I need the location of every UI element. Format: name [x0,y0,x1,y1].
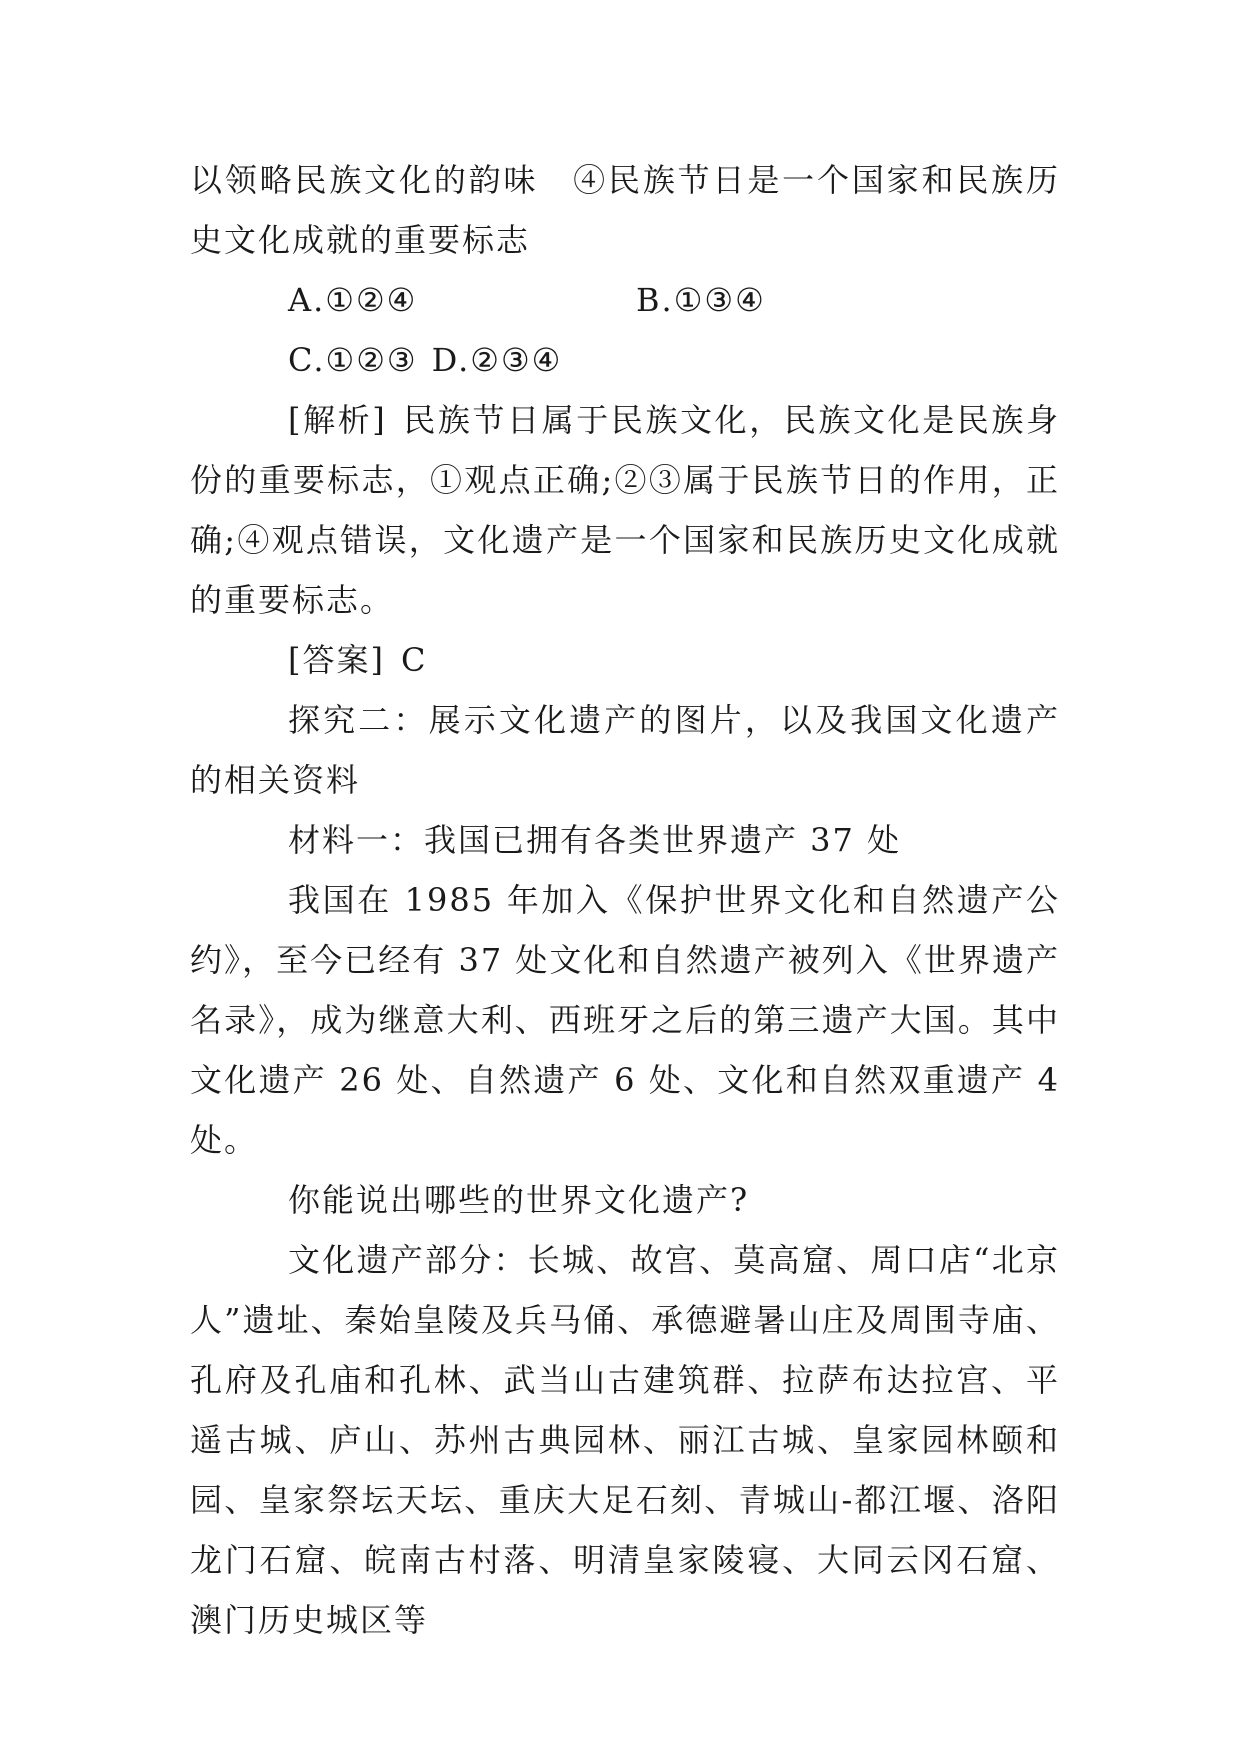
analysis-text: 民族节日属于民族文化，民族文化是民族身份的重要标志，①观点正确;②③属于民族节日的作用，正确;④观点错误，文化遗产是一个国家和民族历史文化成就的重要标志。 [190,401,1060,619]
analysis-paragraph [190,390,1060,630]
options-row-1 [190,270,1060,330]
answer-paragraph [190,630,1060,690]
option-d: D.②③④ [431,341,563,379]
explore2-question: 你能说出哪些的世界文化遗产? [288,1181,750,1219]
analysis-tag: [解析] [288,401,387,439]
question-continuation: 以领略民族文化的韵味 ④民族节日是一个国家和民族历史文化成就的重要标志 [190,161,1060,259]
answer-value: C [400,641,428,679]
option-c: C.①②③ [288,341,418,379]
explore2-heading: 探究二：展示文化遗产的图片，以及我国文化遗产的相关资料 [190,701,1060,799]
options-row-2 [190,330,1060,390]
option-b: B.①③④ [636,281,766,319]
material1-title: 材料一：我国已拥有各类世界遗产 37 处 [288,821,902,859]
option-a: A.①②④ [288,281,418,319]
document-page [190,150,1060,1650]
heritage-list: 文化遗产部分：长城、故宫、莫高窟、周口店“北京人”遗址、秦始皇陵及兵马俑、承德避暑山庄及周围寺庙、孔府及孔庙和孔林、武当山古建筑群、拉萨布达拉宫、平遥古城、庐山、苏州古典园林、丽江古城、皇家园林颐和园、皇家祭坛天坛、重庆大足石刻、青城山-都江堰、洛阳龙门石窟、皖南古村落、明清皇家陵寝、大同云冈石窟、澳门历史城区等 [190,1241,1060,1639]
answer-tag: [答案] [288,641,385,679]
material1-text: 我国在 1985 年加入《保护世界文化和自然遗产公约》，至今已经有 37 处文化和自然遗产被列入《世界遗产名录》，成为继意大利、西班牙之后的第三遗产大国。其中文化遗产 26 处、自然遗产 6 处、文化和自然双重遗产 4 处。 [190,881,1060,1159]
